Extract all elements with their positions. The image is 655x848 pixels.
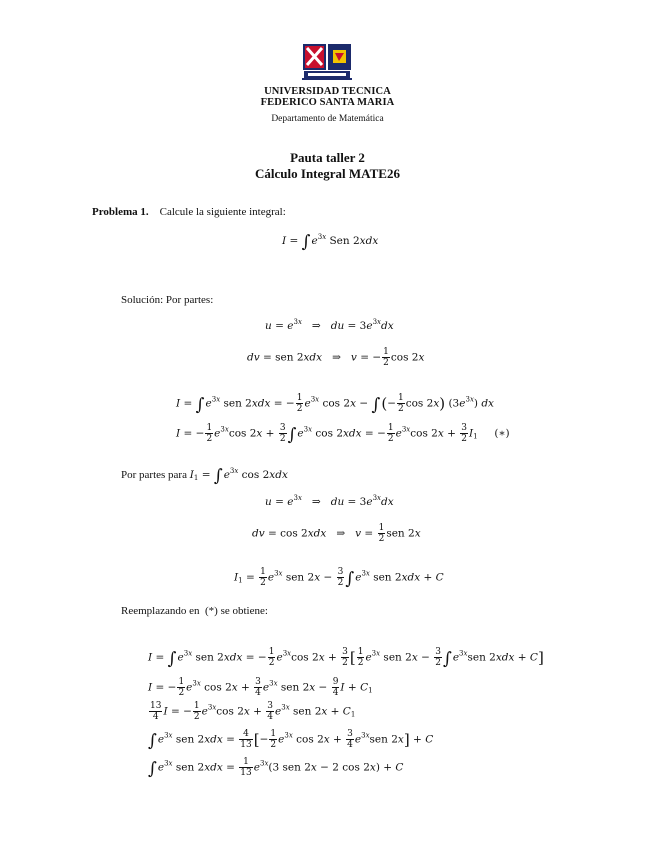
equation-final-3: $\frac{13}{4}$ I = − $\frac{1}{2}$ $e^{3x}\cos$ 2x + $\frac{3}{4}$ $e^{3x}$ sen $2x + C_1$: [150, 701, 356, 722]
equation-u-substitution-1: $u = e^{3x}$ ⇒ du = $3e^{3x}dx$: [265, 318, 394, 332]
equation-final-1: $I = \int e^{3x}$ sen 2xdx = − $\frac{1}{2}$ $e^{3x}\cos$ 2x + $\frac{3}{2}$ [ $\frac{1}{2}$ $e^{3x}$ sen 2x − $\frac{3}{2}$ $\int e^{3x}sen$ 2xdx + C]: [148, 647, 544, 669]
equation-i1-result: $I_1$ = $\frac{1}{2}$ $e^{3x}$ sen 2x − $\frac{3}{2}$ $\int e^{3x}$ sen 2xdx + C: [234, 567, 444, 589]
solution-heading: [121, 294, 213, 306]
equation-dv-substitution-2: dv = cos 2xdx ⇒ v = $\frac{1}{2}$ sen 2x: [252, 523, 421, 544]
second-parts-prefix: Por partes para: [121, 469, 187, 481]
equation-final-2: I = − $\frac{1}{2}$ $e^{3x}$ cos 2x + $\frac{3}{4}$ $e^{3x}$ sen 2x − $\frac{9}{4}$ $I + C_1$: [148, 677, 373, 698]
equation-problem-integral: $I = \int e^{3x}$ Sen 2xdx: [282, 232, 379, 252]
solution-method: Por partes:: [165, 294, 214, 306]
university-name-line2: FEDERICO SANTA MARIA: [260, 97, 395, 108]
equation-final-4: $\int e^{3x}$ sen 2xdx = $\frac{4}{13}$ [− $\frac{1}{2}$ $e^{3x}$ cos 2x + $\frac{3}{4}$ $e^{3x}sen$ 2x] + C: [148, 729, 434, 751]
document-subtitle: Cálculo Integral MATE26: [255, 166, 400, 181]
second-parts-intro: Por partes para $I_1 = \int e^{3x}$ cos 2xdx: [121, 466, 288, 486]
star-reference: (*): [205, 605, 218, 617]
equation-dv-substitution-1: dv = sen 2xdx ⇒ v = − $\frac{1}{2}$ cos 2x: [247, 347, 425, 368]
equation-final-5: $\int e^{3x}$ sen 2xdx = $\frac{1}{13}$ $e^{3x}(3$ sen 2x − 2 cos 2x) + C: [148, 757, 404, 779]
replacing-prefix: Reemplazando en: [121, 605, 200, 617]
university-name-line1: UNIVERSIDAD TECNICA: [264, 86, 391, 97]
equation-integration-by-parts-2: I = − $\frac{1}{2}$ $e^{3x}\cos$ 2x + $\frac{3}{2}$ $\int e^{3x}$ cos 2xdx = − $\frac{1}{2}$ $e^{3x}\cos$ 2x + $\frac{3}{2}$ $I_1$ (∗): [176, 423, 510, 445]
problem-statement: [92, 206, 286, 218]
equation-u-substitution-2: $u = e^{3x}$ ⇒ du = $3e^{3x}dx$: [265, 494, 394, 508]
replacing-text: [121, 605, 268, 617]
problem-text: Calcule la siguiente integral:: [159, 206, 286, 218]
problem-label: Problema 1.: [92, 206, 149, 218]
department-name: Departamento de Matemática: [271, 114, 384, 124]
replacing-suffix: se obtiene:: [220, 605, 268, 617]
solution-label: Solución:: [121, 294, 164, 306]
document-title: Pauta taller 2: [290, 150, 365, 165]
crest-icon: [302, 43, 352, 83]
university-crest-logo: [302, 43, 352, 83]
equation-integration-by-parts-1: $I = \int e^{3x}$ sen 2xdx = − $\frac{1}{2}$ $e^{3x}$ cos 2x − ∫(− $\frac{1}{2}$ cos 2x) $(3e^{3x})$ dx: [176, 393, 494, 415]
